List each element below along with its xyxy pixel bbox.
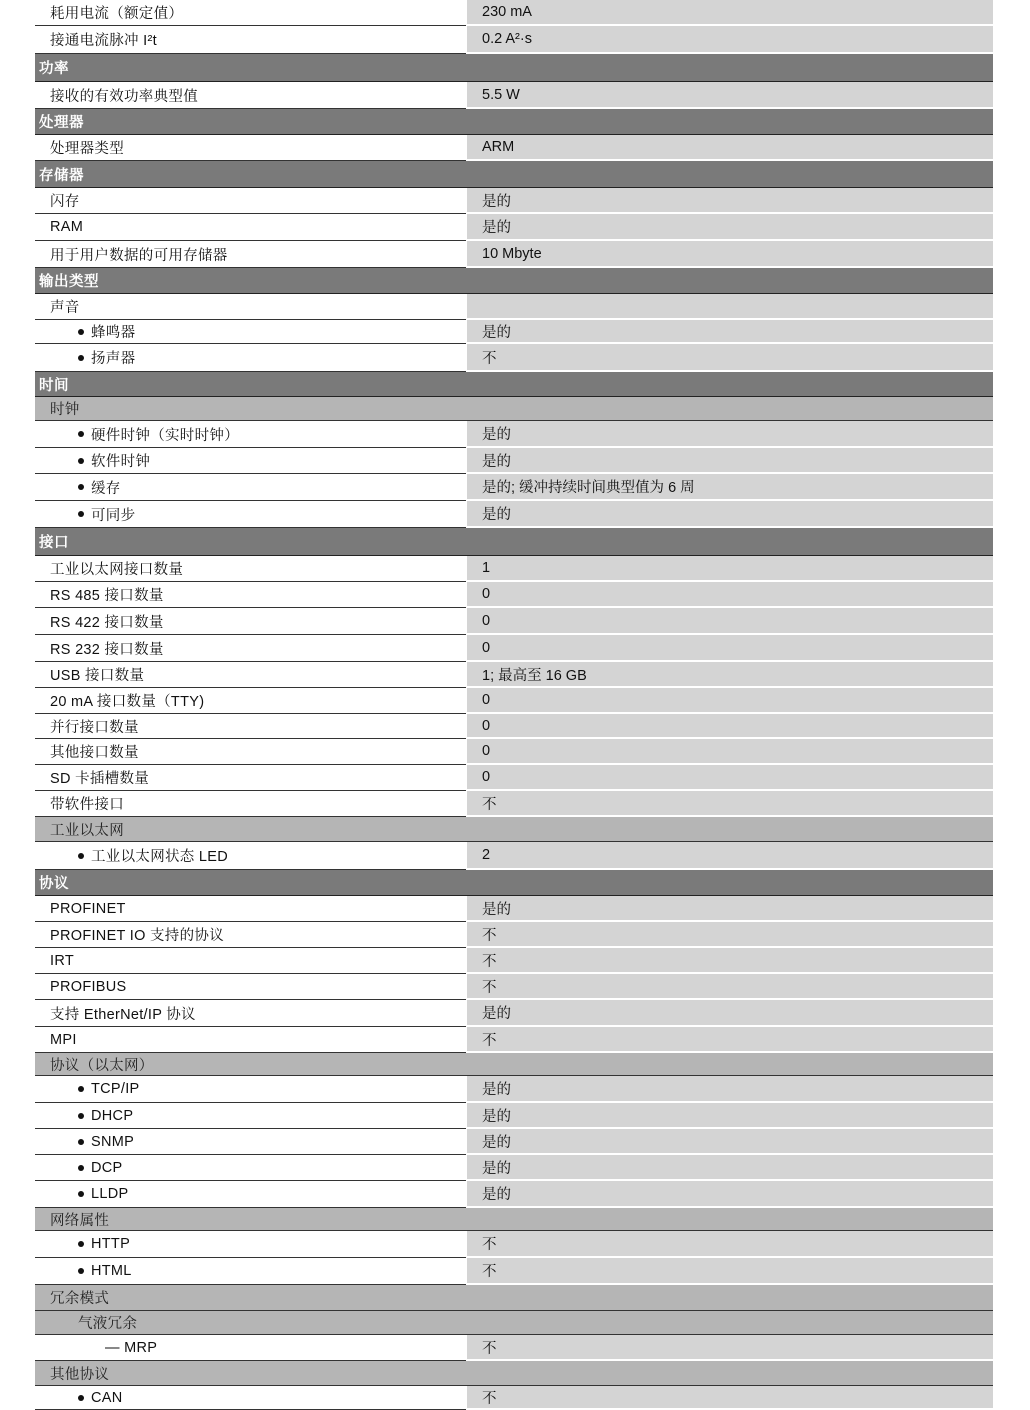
section-header: [35, 161, 993, 188]
spec-value: 是的: [467, 1103, 993, 1129]
bullet-icon: [78, 1113, 84, 1119]
section-title: 功率: [39, 61, 69, 77]
spec-row: [35, 344, 993, 372]
spec-label: [35, 320, 466, 344]
spec-row: [35, 714, 993, 739]
bullet-icon: [78, 511, 84, 517]
spec-label-text: RS 422 接口数量: [50, 614, 164, 631]
spec-row: [35, 474, 993, 501]
spec-row: [35, 896, 993, 922]
spec-value: 是的: [467, 188, 993, 214]
spec-label-text: 接收的有效功率典型值: [50, 88, 198, 105]
spec-row: [35, 739, 993, 765]
spec-label: [35, 1231, 466, 1258]
section-title: 存储器: [39, 167, 84, 184]
spec-value: 不: [467, 1027, 993, 1053]
spec-label: [35, 26, 466, 54]
spec-label-text: 可同步: [91, 507, 136, 524]
bullet-icon: [78, 1241, 84, 1247]
spec-row: [35, 1231, 993, 1258]
spec-value: 0: [467, 739, 993, 765]
spec-row: [35, 608, 993, 635]
subsection-header: [35, 1285, 993, 1311]
subsection-header: [35, 397, 993, 421]
spec-row: [35, 26, 993, 54]
spec-label-text: 用于用户数据的可用存储器: [50, 247, 228, 264]
spec-row: [35, 1335, 993, 1361]
spec-value: 0: [467, 688, 993, 714]
spec-row: [35, 1129, 993, 1155]
spec-value: 是的: [467, 1076, 993, 1103]
bullet-icon: [78, 1165, 84, 1171]
spec-value: 不: [467, 1335, 993, 1361]
spec-label: [35, 791, 466, 817]
spec-value: 不: [467, 1231, 993, 1258]
spec-value: 是的: [467, 421, 993, 448]
spec-row: [35, 188, 993, 214]
spec-row: [35, 791, 993, 817]
spec-label: [35, 241, 466, 268]
spec-row: [35, 842, 993, 870]
spec-label: [35, 474, 466, 501]
spec-value: 不: [467, 922, 993, 948]
subsection-header: [35, 817, 993, 842]
spec-label-text: — MRP: [105, 1339, 158, 1356]
spec-label-text: RAM: [50, 219, 84, 235]
spec-row: [35, 1155, 993, 1181]
spec-label: [35, 1181, 466, 1208]
spec-row: [35, 688, 993, 714]
spec-label-text: HTML: [91, 1263, 132, 1279]
subsection-title: 协议（以太网）: [35, 1053, 993, 1076]
spec-label: [35, 294, 466, 320]
subsection-header: [35, 1311, 993, 1335]
bullet-icon: [78, 329, 84, 335]
section-header: [35, 528, 993, 556]
spec-label-text: DCP: [91, 1159, 123, 1176]
spec-label: [35, 1027, 466, 1053]
spec-row: [35, 320, 993, 344]
spec-label-text: 蜂鸣器: [91, 325, 136, 341]
spec-row: [35, 0, 993, 26]
spec-row: [35, 974, 993, 1000]
spec-value: 不: [467, 974, 993, 1000]
spec-label-text: 接通电流脉冲 I²t: [50, 33, 157, 49]
spec-label: [35, 135, 466, 161]
spec-value: 不: [467, 344, 993, 372]
spec-label-text: 耗用电流（额定值）: [50, 6, 184, 22]
spec-value: [467, 294, 993, 320]
spec-label: [35, 1258, 466, 1285]
spec-label-text: 声音: [50, 300, 80, 316]
spec-row: [35, 662, 993, 688]
spec-row: [35, 1258, 993, 1285]
bullet-icon: [78, 853, 84, 859]
spec-label: [35, 501, 466, 528]
spec-label-text: 其他接口数量: [50, 745, 139, 761]
spec-row: [35, 501, 993, 528]
bullet-icon: [78, 1268, 84, 1274]
spec-row: [35, 1103, 993, 1129]
bullet-icon: [78, 458, 84, 464]
spec-label: [35, 1155, 466, 1181]
spec-value: 不: [467, 1386, 993, 1410]
spec-label: [35, 948, 466, 974]
spec-label: [35, 842, 466, 870]
bullet-icon: [78, 355, 84, 361]
spec-label: [35, 214, 466, 241]
section-title: 协议: [39, 876, 69, 892]
spec-label-text: IRT: [50, 952, 74, 969]
spec-label: [35, 688, 466, 714]
subsection-title: 其他协议: [35, 1361, 993, 1386]
bullet-icon: [78, 484, 84, 490]
spec-label-text: 处理器类型: [50, 141, 124, 157]
spec-label: [35, 1103, 466, 1129]
spec-value: 是的: [467, 1155, 993, 1181]
section-title: 处理器: [39, 115, 84, 131]
spec-row: [35, 135, 993, 161]
spec-label-text: HTTP: [91, 1236, 131, 1252]
spec-value: 是的; 缓冲持续时间典型值为 6 周: [467, 474, 993, 501]
spec-row: [35, 1386, 993, 1410]
spec-label: [35, 1076, 466, 1103]
spec-label-text: 并行接口数量: [50, 719, 139, 736]
section-header: [35, 372, 993, 397]
spec-value: 5.5 W: [467, 82, 993, 109]
subsection-title: 气液冗余: [35, 1311, 993, 1335]
spec-row: [35, 82, 993, 109]
spec-value: 是的: [467, 896, 993, 922]
spec-row: [35, 294, 993, 320]
spec-label-text: 工业以太网接口数量: [50, 562, 184, 578]
spec-row: [35, 922, 993, 948]
spec-label: [35, 1335, 466, 1361]
spec-label-text: 带软件接口: [50, 797, 124, 813]
spec-value: 是的: [467, 448, 993, 474]
section-header: [35, 870, 993, 896]
spec-value: 0: [467, 608, 993, 635]
spec-value: 是的: [467, 214, 993, 241]
spec-label-text: PROFINET: [50, 900, 126, 917]
spec-row: [35, 448, 993, 474]
spec-label: [35, 82, 466, 109]
spec-label: [35, 714, 466, 739]
spec-label: [35, 739, 466, 765]
spec-value: 0.2 A²·s: [467, 26, 993, 54]
spec-label: [35, 974, 466, 1000]
spec-value: 是的: [467, 1181, 993, 1208]
spec-value: 不: [467, 948, 993, 974]
spec-value: 是的: [467, 501, 993, 528]
section-header: [35, 109, 993, 135]
spec-label: [35, 922, 466, 948]
bullet-icon: [78, 1395, 84, 1401]
spec-row: [35, 1076, 993, 1103]
spec-label: [35, 662, 466, 688]
subsection-title: 工业以太网: [35, 817, 993, 842]
bullet-icon: [78, 1139, 84, 1145]
spec-value: 不: [467, 1258, 993, 1285]
spec-label-text: DHCP: [91, 1107, 134, 1124]
spec-label: [35, 635, 466, 662]
spec-label-text: MPI: [50, 1031, 77, 1048]
spec-label-text: 软件时钟: [91, 454, 151, 470]
section-title: 时间: [39, 377, 69, 394]
spec-row: [35, 635, 993, 662]
spec-label: [35, 582, 466, 608]
section-header: [35, 54, 993, 82]
spec-value: 0: [467, 765, 993, 791]
spec-row: [35, 1181, 993, 1208]
spec-label-text: SD 卡插槽数量: [50, 771, 150, 787]
section-title: 输出类型: [39, 274, 99, 290]
spec-value: 不: [467, 791, 993, 817]
subsection-title: 冗余模式: [35, 1285, 993, 1311]
spec-label: [35, 896, 466, 922]
subsection-header: [35, 1053, 993, 1076]
spec-label: [35, 448, 466, 474]
spec-label-text: 20 mA 接口数量（TTY): [50, 694, 205, 710]
spec-label-text: 闪存: [50, 194, 80, 210]
spec-label: [35, 556, 466, 582]
section-header: [35, 268, 993, 294]
spec-label: [35, 1129, 466, 1155]
spec-label-text: 硬件时钟（实时时钟）: [91, 427, 239, 444]
spec-label-text: USB 接口数量: [50, 668, 145, 684]
spec-label-text: CAN: [91, 1389, 123, 1406]
spec-label: [35, 188, 466, 214]
spec-value: 0: [467, 635, 993, 662]
spec-label-text: 工业以太网状态 LED: [91, 849, 229, 865]
spec-row: [35, 241, 993, 268]
spec-row: [35, 556, 993, 582]
bullet-icon: [78, 431, 84, 437]
spec-label: [35, 0, 466, 26]
spec-value: 是的: [467, 1000, 993, 1027]
spec-row: [35, 1000, 993, 1027]
spec-row: [35, 421, 993, 448]
spec-label-text: RS 232 接口数量: [50, 641, 164, 658]
spec-label-text: SNMP: [91, 1133, 135, 1150]
spec-label-text: PROFIBUS: [50, 978, 127, 995]
spec-row: [35, 948, 993, 974]
spec-label-text: PROFINET IO 支持的协议: [50, 928, 225, 944]
spec-value: 是的: [467, 320, 993, 344]
subsection-header: [35, 1361, 993, 1386]
subsection-header: [35, 1208, 993, 1231]
spec-label: [35, 765, 466, 791]
subsection-title: 时钟: [35, 397, 993, 421]
spec-label: [35, 1386, 466, 1410]
spec-value: 是的: [467, 1129, 993, 1155]
spec-label: [35, 1000, 466, 1027]
spec-value: ARM: [467, 135, 993, 161]
spec-row: [35, 582, 993, 608]
spec-row: [35, 1027, 993, 1053]
section-title: 接口: [39, 535, 69, 551]
spec-label-text: TCP/IP: [91, 1081, 140, 1097]
spec-label-text: LLDP: [91, 1186, 129, 1202]
spec-label: [35, 421, 466, 448]
spec-value: 2: [467, 842, 993, 870]
spec-value: 0: [467, 582, 993, 608]
spec-value: 1; 最高至 16 GB: [467, 662, 993, 688]
spec-label-text: 缓存: [91, 480, 121, 497]
spec-label-text: 支持 EtherNet/IP 协议: [50, 1006, 196, 1023]
spec-label: [35, 344, 466, 372]
spec-value: 230 mA: [467, 0, 993, 26]
spec-value: 1: [467, 556, 993, 582]
spec-label-text: RS 485 接口数量: [50, 588, 164, 604]
bullet-icon: [78, 1191, 84, 1197]
spec-label: [35, 608, 466, 635]
spec-value: 0: [467, 714, 993, 739]
spec-row: [35, 765, 993, 791]
bullet-icon: [78, 1086, 84, 1092]
subsection-title: 网络属性: [35, 1208, 993, 1231]
spec-label-text: 扬声器: [91, 351, 136, 367]
spec-value: 10 Mbyte: [467, 241, 993, 268]
spec-row: [35, 214, 993, 241]
